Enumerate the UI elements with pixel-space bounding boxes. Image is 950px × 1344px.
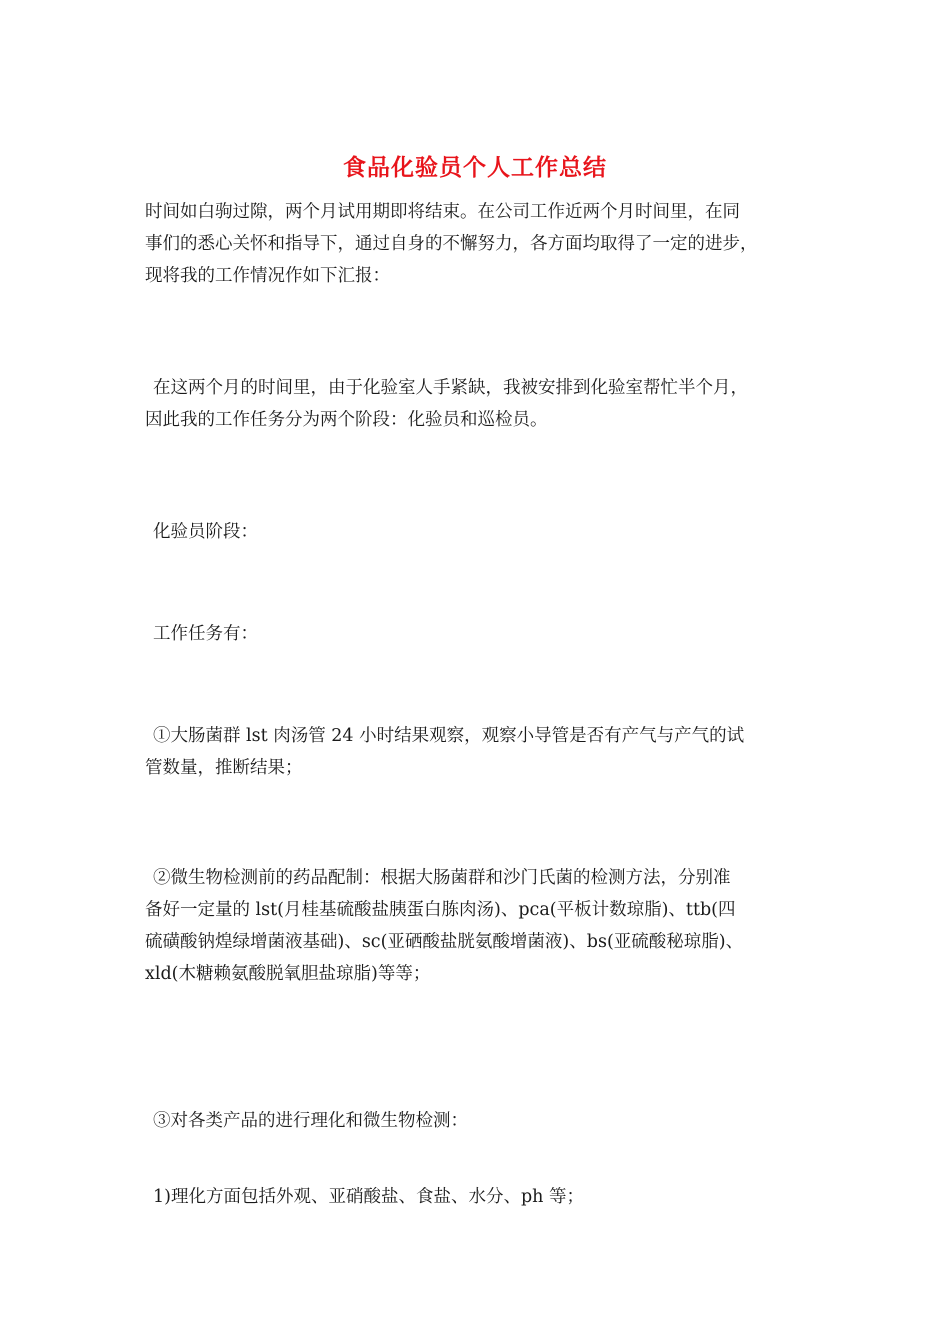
paragraph-task-2 <box>145 862 815 990</box>
paragraph-line: 时间如白驹过隙，两个月试用期即将结束。在公司工作近两个月时间里，在同 <box>145 202 740 222</box>
paragraph-stage-heading <box>145 516 815 548</box>
document-title: 食品化验员个人工作总结 <box>343 154 607 181</box>
paragraph-line: 硫磺酸钠煌绿增菌液基础)、sc(亚硒酸盐胱氨酸增菌液)、bs(亚硫酸秘琼脂)、 <box>145 932 744 952</box>
paragraph-line: xld(木糖赖氨酸脱氧胆盐琼脂)等等； <box>145 964 431 984</box>
paragraph-task-1 <box>145 720 815 784</box>
paragraph-line: 事们的悉心关怀和指导下，通过自身的不懈努力，各方面均取得了一定的进步， <box>145 234 758 254</box>
paragraph-task-3 <box>145 1105 815 1137</box>
paragraph-line: 工作任务有： <box>153 624 258 644</box>
paragraph-arrangement <box>145 372 815 436</box>
paragraph-line: ①大肠菌群 lst 肉汤管 24 小时结果观察，观察小导管是否有产气与产气的试 <box>153 726 745 746</box>
paragraph-line: 管数量，推断结果； <box>145 758 303 778</box>
paragraph-line: ③对各类产品的进行理化和微生物检测： <box>153 1111 468 1131</box>
paragraph-intro <box>145 196 815 292</box>
paragraph-line: 因此我的工作任务分为两个阶段：化验员和巡检员。 <box>145 410 548 430</box>
paragraph-line: ②微生物检测前的药品配制：根据大肠菌群和沙门氏菌的检测方法，分别准 <box>153 868 731 888</box>
paragraph-line: 在这两个月的时间里，由于化验室人手紧缺，我被安排到化验室帮忙半个月， <box>153 378 748 398</box>
paragraph-line: 1)理化方面包括外观、亚硝酸盐、食盐、水分、ph 等； <box>153 1187 584 1207</box>
paragraph-tasks-heading <box>145 618 815 650</box>
paragraph-subtask-1 <box>145 1181 815 1213</box>
paragraph-line: 现将我的工作情况作如下汇报： <box>145 266 390 286</box>
paragraph-line: 备好一定量的 lst(月桂基硫酸盐胰蛋白胨肉汤)、pca(平板计数琼脂)、ttb(四 <box>145 900 736 920</box>
paragraph-line: 化验员阶段： <box>153 522 258 542</box>
